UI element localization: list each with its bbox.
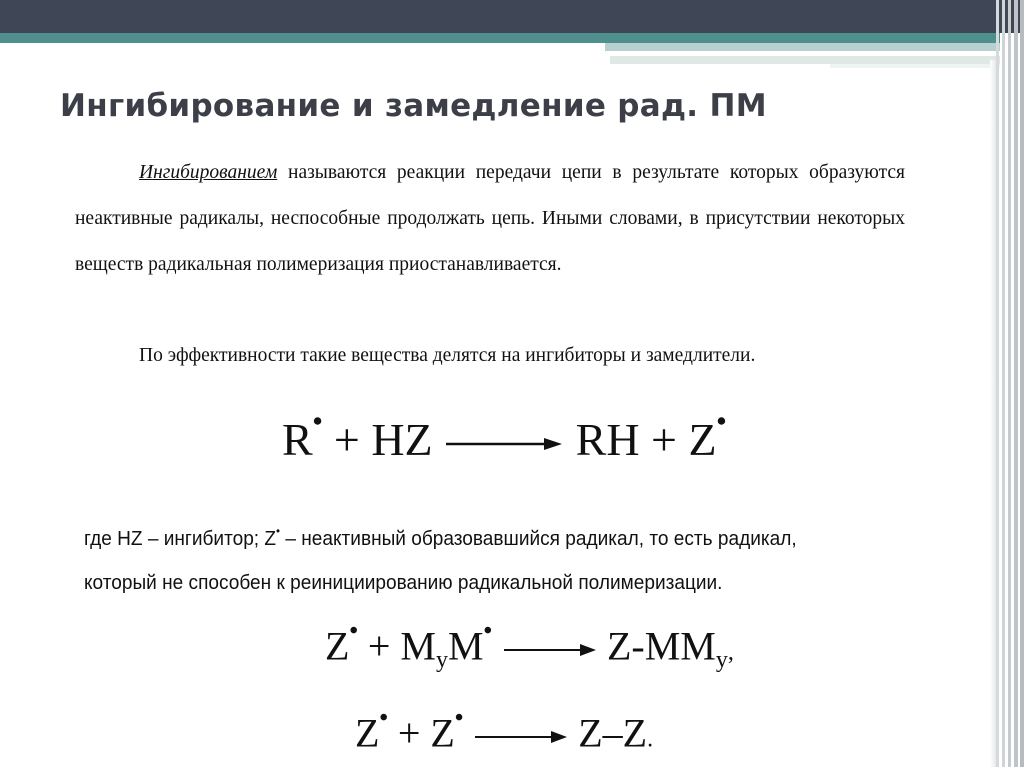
plus-sign: + xyxy=(333,413,360,465)
product-rh: RH xyxy=(575,413,640,465)
product-z-mm: Z-MM xyxy=(606,623,716,669)
explanation-text: – неактивный образовавшийся радикал, то есть радикал, xyxy=(280,526,797,550)
recombination-equation xyxy=(355,705,653,757)
reactant-z: Z xyxy=(355,710,380,756)
comma: , xyxy=(727,639,734,666)
subscript-y: y xyxy=(435,646,448,673)
header-dark-bar xyxy=(0,0,1024,33)
explanation-text: где HZ – ингибитор; Z xyxy=(84,526,277,550)
radical-dot: • xyxy=(483,618,492,644)
header-light-bar xyxy=(605,43,1000,51)
reactant-hz: HZ xyxy=(371,413,433,465)
right-stripe xyxy=(1008,0,1011,767)
product-z: Z xyxy=(688,413,717,465)
radical-dot: • xyxy=(716,405,727,436)
plus-sign: + xyxy=(397,710,421,756)
reactant-r: R xyxy=(282,413,313,465)
explanation-line-1 xyxy=(84,505,902,565)
reactant-z: Z xyxy=(430,710,455,756)
explanation-line-2: который не способен к реинициированию радикальной полимеризации. xyxy=(84,571,723,594)
right-stripe xyxy=(1002,0,1005,767)
slide-title: Ингибирование и замедление рад. ПМ xyxy=(60,88,767,124)
radical-dot: • xyxy=(276,524,281,538)
radical-dot: • xyxy=(349,618,358,644)
header-teal-bar xyxy=(0,33,1000,43)
period: . xyxy=(647,726,654,753)
subscript-y: y xyxy=(715,646,728,673)
inhibition-equation xyxy=(282,405,726,466)
definition-text: называются реакции передачи цепи в результате которых образуются неактивные радикалы, неспособные продолжать цепь. Иными словами, в присутствии некоторых веществ радикальная полимеризация приостанавливается. xyxy=(75,162,905,275)
header-pale-bar xyxy=(610,56,1000,64)
plus-sign: + xyxy=(651,413,677,465)
radical-dot: • xyxy=(379,705,388,731)
right-stripe xyxy=(1014,0,1018,767)
reaction-arrow-icon xyxy=(473,728,568,746)
reactant-m: M xyxy=(400,623,436,669)
chain-termination-equation xyxy=(325,618,734,674)
radical-dot: • xyxy=(312,405,323,436)
reactant-m: M xyxy=(447,623,484,669)
product-z-z: Z–Z xyxy=(578,710,648,756)
reactant-z: Z xyxy=(325,623,350,669)
definition-paragraph xyxy=(75,150,905,288)
right-stripe xyxy=(1020,0,1024,767)
radical-dot: • xyxy=(454,705,464,731)
reaction-arrow-icon xyxy=(502,641,597,659)
plus-sign: + xyxy=(367,623,391,669)
right-stripe xyxy=(996,0,999,767)
classification-paragraph: По эффективности такие вещества делятся на ингибиторы и замедлители. xyxy=(139,345,756,366)
header-faint-bar xyxy=(830,64,1000,68)
reaction-arrow-icon xyxy=(444,434,564,454)
definition-term: Ингибированием xyxy=(139,162,278,183)
